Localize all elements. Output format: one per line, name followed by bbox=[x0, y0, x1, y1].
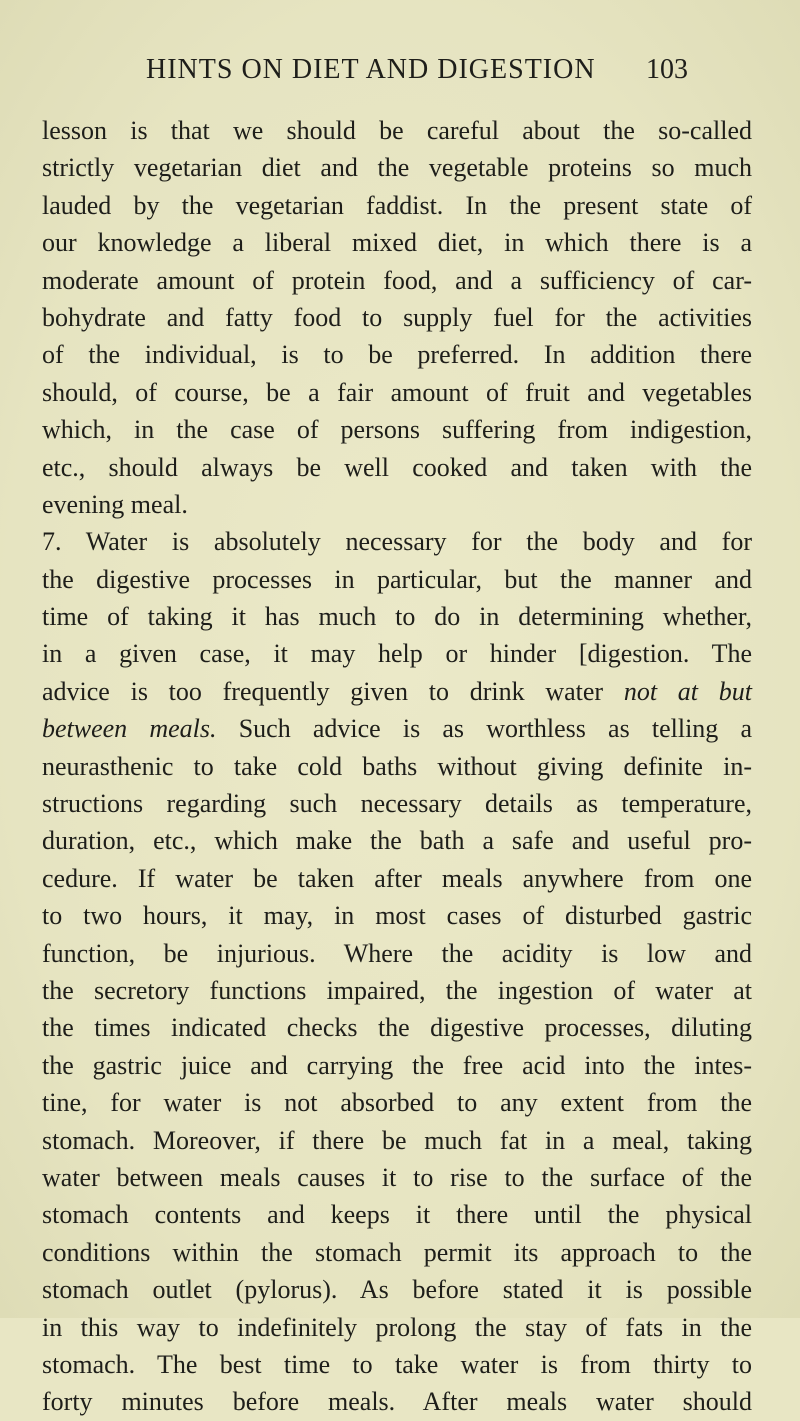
text-line-with-italic bbox=[42, 673, 752, 710]
text-segment: advice is too frequently given to drink water bbox=[42, 676, 604, 706]
text-line: lauded by the vegetarian faddist. In the present state of bbox=[42, 190, 752, 220]
italic-text: between meals. bbox=[42, 714, 217, 744]
text-line: water between meals causes it to rise to the surface of the bbox=[42, 1162, 752, 1192]
text-line: in a given case, it may help or hinder [digestion. The bbox=[42, 639, 752, 669]
text-line: of the individual, is to be preferred. In addition there bbox=[42, 340, 752, 370]
text-line: stomach. The best time to take water is from thirty to bbox=[42, 1349, 752, 1379]
text-line: neurasthenic to take cold baths without giving definite in- bbox=[42, 751, 752, 781]
text-line: etc., should always be well cooked and taken with the bbox=[42, 452, 752, 482]
text-line: time of taking it has much to do in determining whether, bbox=[42, 602, 752, 632]
text-line: should, of course, be a fair amount of fruit and vegetables bbox=[42, 377, 752, 407]
italic-text: not at but bbox=[623, 676, 752, 706]
text-line: lesson is that we should be careful about the so-called bbox=[42, 116, 752, 145]
running-title: HINTS ON DIET AND DIGESTION bbox=[146, 54, 596, 85]
text-line: which, in the case of persons suffering from indigestion, bbox=[42, 415, 752, 445]
text-line: cedure. If water be taken after meals anywhere from one bbox=[42, 863, 752, 893]
text-line: conditions within the stomach permit its approach to the bbox=[42, 1237, 752, 1267]
text-line: our knowledge a liberal mixed diet, in which there is a bbox=[42, 228, 752, 258]
text-line-with-italic bbox=[42, 710, 752, 747]
text-line: stomach. Moreover, if there be much fat in a meal, taking bbox=[42, 1125, 752, 1155]
text-line: forty minutes before meals. After meals water should bbox=[42, 1387, 752, 1417]
text-line: duration, etc., which make the bath a safe and useful pro- bbox=[42, 826, 752, 856]
text-line: the secretory functions impaired, the ingestion of water at bbox=[42, 975, 752, 1005]
text-line: to two hours, it may, in most cases of disturbed gastric bbox=[42, 901, 752, 931]
text-line: strictly vegetarian diet and the vegetable proteins so much bbox=[42, 153, 752, 183]
text-line: structions regarding such necessary details as temperature, bbox=[42, 789, 752, 819]
text-line: the gastric juice and carrying the free acid into the intes- bbox=[42, 1050, 752, 1080]
text-line: the times indicated checks the digestive processes, diluting bbox=[42, 1013, 752, 1043]
text-line: moderate amount of protein food, and a sufficiency of car- bbox=[42, 265, 752, 295]
text-line: the digestive processes in particular, but the manner and bbox=[42, 564, 752, 594]
text-line: stomach outlet (pylorus). As before stated it is possible bbox=[42, 1275, 752, 1305]
running-head bbox=[0, 52, 800, 88]
text-segment: Such advice is as worthless as telling a bbox=[238, 714, 753, 744]
body-text bbox=[42, 112, 752, 1421]
page-number: 103 bbox=[646, 54, 688, 85]
text-line: evening meal. bbox=[42, 489, 188, 519]
text-line: function, be injurious. Where the acidity is low and bbox=[42, 938, 752, 968]
text-line: 7. Water is absolutely necessary for the body and for bbox=[42, 527, 752, 557]
text-line: stomach contents and keeps it there until the physical bbox=[42, 1200, 752, 1230]
text-line: bohydrate and fatty food to supply fuel for the activities bbox=[42, 302, 752, 332]
text-line: tine, for water is not absorbed to any extent from the bbox=[42, 1088, 752, 1118]
text-line: in this way to indefinitely prolong the stay of fats in the bbox=[42, 1312, 752, 1342]
